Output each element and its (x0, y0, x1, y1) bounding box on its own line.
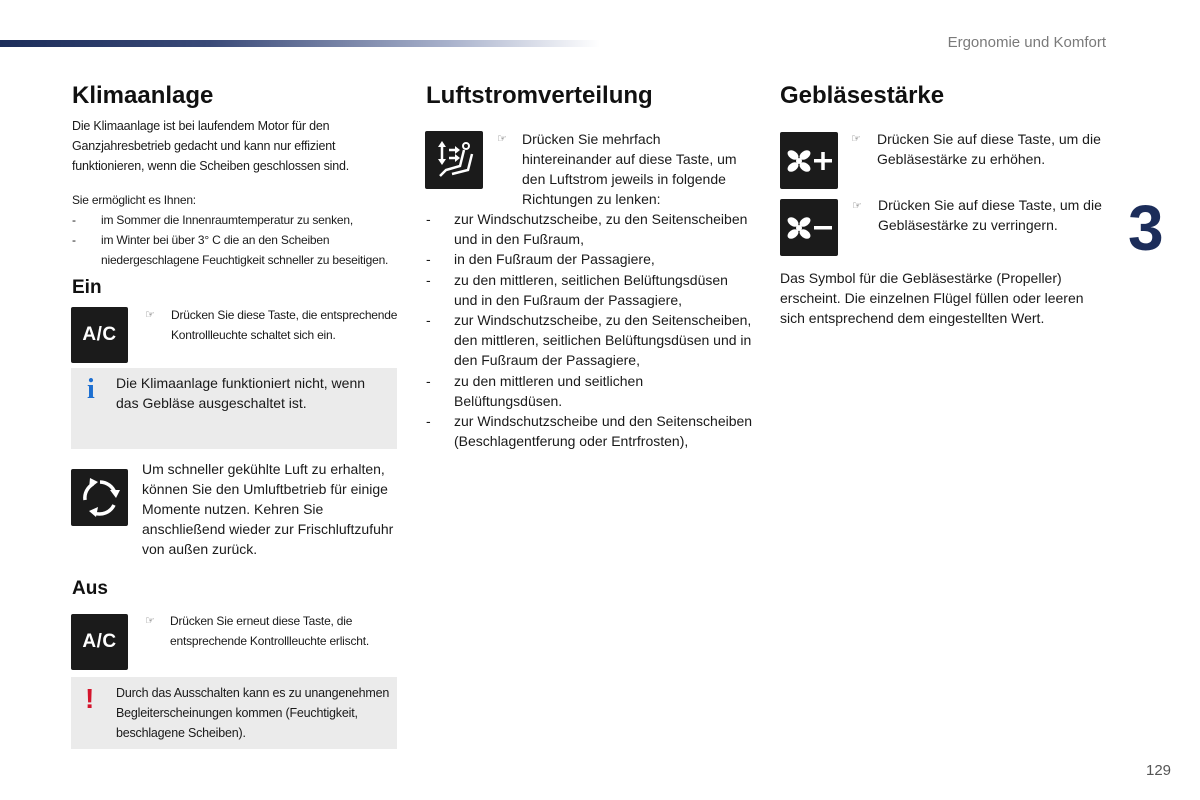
pointing-finger-icon: ☞ (852, 200, 862, 212)
air-distribution-icon (425, 131, 483, 189)
fan-decrease-icon (780, 199, 838, 256)
recirculation-icon (71, 469, 128, 526)
header-gradient-bar (0, 40, 600, 47)
page-number: 129 (1146, 762, 1172, 779)
klimaanlage-title: Klimaanlage (72, 82, 214, 109)
pointing-finger-icon: ☞ (145, 309, 155, 321)
list-item: - in den Fußraum der Passagiere, (426, 251, 655, 268)
ac-on-button-icon: A/C (71, 307, 128, 363)
info-icon: i (87, 374, 95, 405)
pointing-finger-icon: ☞ (851, 133, 861, 145)
list-item: - zur Windschutzscheibe, zu den Seitenscheiben, den mittleren, seitlichen Belüftungsdüsen und in den Fußraum der Passagiere, (426, 312, 752, 369)
klimaanlage-intro: Die Klimaanlage ist bei laufendem Motor für den Ganzjahresbetrieb gedacht und kann nur effizient funktionieren, wenn die Scheiben geschlossen sind. (72, 119, 349, 173)
geblaese-title: Gebläsestärke (780, 82, 945, 109)
enables-list (72, 210, 400, 270)
aus-instruction: Drücken Sie erneut diese Taste, die entsprechende Kontrollleuchte erlischt. (170, 614, 369, 648)
list-item: - zu den mittleren, seitlichen Belüftungsdüsen und in den Fußraum der Passagiere, (426, 271, 728, 308)
list-item: - im Winter bei über 3° C die an den Scheiben niedergeschlagene Feuchtigkeit schneller zu beseitigen. (72, 233, 389, 267)
fan-symbol-note: Das Symbol für die Gebläsestärke (Propeller) erscheint. Die einzelnen Flügel füllen oder leeren sich entsprechend dem eingestellten Wert. (780, 270, 1084, 326)
ac-off-button-icon: A/C (71, 614, 128, 670)
fan-increase-text: Drücken Sie auf diese Taste, um die Gebläsestärke zu erhöhen. (877, 131, 1101, 167)
exclamation-icon: ! (85, 683, 95, 714)
list-item: - im Sommer die Innenraumtemperatur zu senken, (72, 213, 353, 227)
info-text: Die Klimaanlage funktioniert nicht, wenn das Gebläse ausgeschaltet ist. (116, 375, 366, 411)
section-title: Ergonomie und Komfort (947, 34, 1106, 51)
info-box (71, 368, 397, 449)
aus-heading: Aus (72, 578, 108, 599)
airflow-directions-list (426, 209, 754, 451)
warning-box (71, 677, 397, 749)
pointing-finger-icon: ☞ (497, 133, 507, 145)
fan-increase-icon (780, 132, 838, 189)
list-item: - zur Windschutzscheibe, zu den Seitenscheiben und in den Fußraum, (426, 211, 748, 248)
enables-label: Sie ermöglicht es Ihnen: (72, 193, 196, 207)
list-item: - zur Windschutzscheibe und den Seitenscheiben (Beschlagentferung oder Entrfrosten), (426, 413, 753, 450)
fan-decrease-text: Drücken Sie auf diese Taste, um die Gebläsestärke zu verringern. (878, 197, 1102, 233)
ein-heading: Ein (72, 277, 102, 298)
ein-instruction: Drücken Sie diese Taste, die entsprechende Kontrollleuchte schaltet sich ein. (171, 308, 398, 342)
warning-text: Durch das Ausschalten kann es zu unangenehmen Begleiterscheinungen kommen (Feuchtigkeit, beschlagene Scheiben). (116, 686, 390, 740)
list-item: - zu den mittleren und seitlichen Belüftungsdüsen. (426, 372, 644, 409)
chapter-number: 3 (1128, 192, 1164, 264)
pointing-finger-icon: ☞ (145, 615, 155, 627)
luftstrom-instruction: Drücken Sie mehrfach hintereinander auf diese Taste, um den Luftstrom jeweils in folgende Richtungen zu lenken: (522, 131, 737, 207)
luftstrom-title: Luftstromverteilung (426, 82, 653, 109)
recirculation-text: Um schneller gekühlte Luft zu erhalten, können Sie den Umluftbetrieb für einige Momente nutzen. Kehren Sie anschließend wieder zur Frischluftzufuhr von außen zurück. (142, 461, 394, 557)
